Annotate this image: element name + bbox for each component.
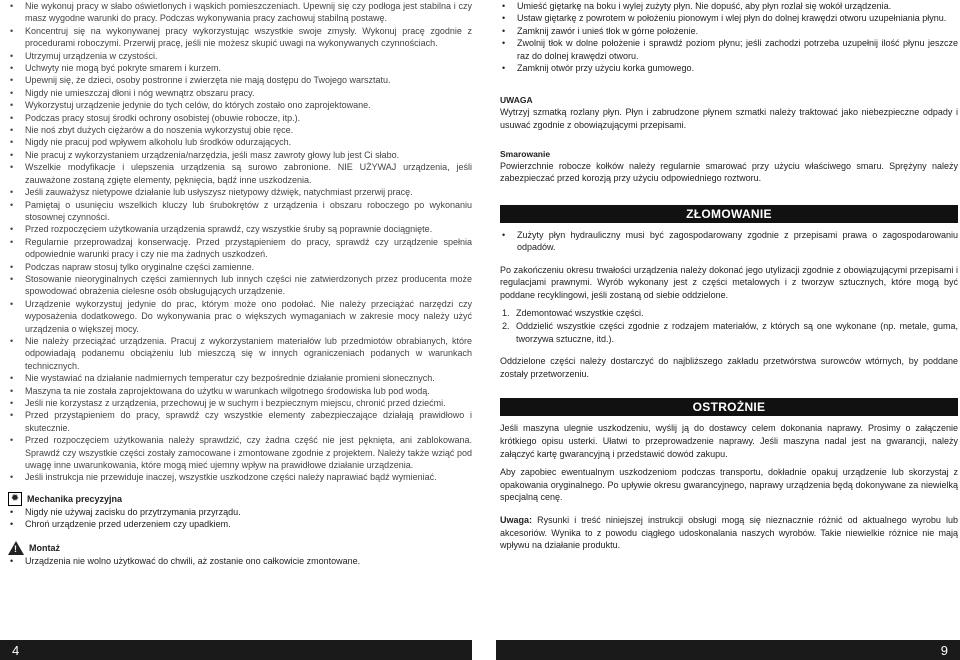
warning-icon: ! [8,541,24,555]
ostroznie-para-2: Aby zapobiec ewentualnym uszkodzeniom podczas transportu, dokładnie opakuj urządzenie lub skorzystaj z opakowania oryginalnego. Po upływie okresu gwarancyjnego, naprawy urządzenia będą dokonywane za niewielką specjalną cenę. [500,467,958,503]
list-item: • Nie wykonuj pracy w słabo oświetlonych i wąskich pomieszczeniach. Upewnij się czy podłoga jest stabilna i czy masz wygodne warunki do pracy. Podczas wykonywania pracy zachowuj stabilną postawę. [8,0,472,25]
list-item: • Zwolnij tłok w dolne położenie i sprawdź poziom płynu; jeśli zachodzi potrzeba uzupełnij ilość płynu jeszcze raz do dolnej krawędzi otworu. [500,37,958,62]
smarowanie-text: Powierzchnie robocze kołków należy regularnie smarować przy użyciu właściwego smaru. Sprężyny należy zabezpieczać przed korozją przy użyciu odpowiedniego roztworu. [500,160,958,184]
list-item: • Wszelkie modyfikacje i ulepszenia urządzenia są surowo zabronione. NIE UŻYWAJ urządzenia, jeśli zauważone zostaną zgięte elementy, pęknięcia, bądź inne uszkodzenia. [8,161,472,186]
list-item: • Utrzymuj urządzenia w czystości. [8,50,472,62]
left-page [0,0,472,567]
list-item: • Chroń urządzenie przed uderzeniem czy upadkiem. [8,518,472,530]
list-item: • Zamknij zawór i unieś tłok w górne położenie. [500,25,958,37]
zlomowanie-para: Po zakończeniu okresu trwałości urządzenia należy dokonać jego utylizacji zgodnie z obowiązującymi przepisami i regulacjami prawnymi. Wyrób wykonany jest z części metalowych i z tworzyw sztucznych, które mogą być poddane recyklingowi, jeśli zostaną od siebie oddzielone. [500,264,958,300]
list-item: • Wykorzystuj urządzenie jedynie do tych celów, do których zostało ono zaprojektowane. [8,99,472,111]
smarowanie-heading: Smarowanie [500,148,551,159]
list-item: • Urządzenie wykorzystuj jedynie do prac, którym może ono podołać. Nie należy przeciążać narzędzi czy wyposażenia dodatkowego. Do wykonywania prac o większych wymaganiach w zakresie mocy należy użyć urządzenia o większej mocy. [8,298,472,335]
list-item: • Nigdy nie umieszczaj dłoni i nóg wewnątrz obszaru pracy. [8,87,472,99]
list-item: • Zużyty płyn hydrauliczny musi być zagospodarowany zgodnie z przepisami prawa o zagospodarowaniu odpadów. [500,229,958,254]
list-item: • Pamiętaj o usunięciu wszelkich kluczy lub śrubokrętów z urządzenia i obszaru roboczego po wykonaniu stosownej czynności. [8,199,472,224]
zlomowanie-para-2: Oddzielone części należy dostarczyć do najbliższego zakładu przetwórstwa surowców wtórnych, by poddane zostały przetworzeniu. [500,356,958,379]
list-item: • Przed przystąpieniem do pracy, sprawdź czy wszystkie elementy zabezpieczające działają prawidłowo i skutecznie. [8,409,472,434]
right-page [496,0,958,552]
note-text: Rysunki i treść niniejszej instrukcji obsługi mogą się nieznacznie różnić od aktualnego wyrobu lub akcesoriów. Wynika to z powodu ciągłego udoskonalania naszych wyrobów. Takie niewielkie różnice nie mają wpływu na działanie produktu. [500,514,958,551]
ostroznie-para: Jeśli maszyna ulegnie uszkodzeniu, wyślij ją do dostawcy celem dokonania naprawy. Prosimy o załączenie krótkiego opisu usterki. Ułatwi to przeprowadzenie naprawy. Jeśli maszyna nadal jest na gwarancji, należy załączyć kartę gwarancyjną i przedstawić dowód zakupu. [500,423,958,459]
list-item: • Maszyna ta nie została zaprojektowana do użytku w warunkach wilgotnego środowiska lub pod wodą. [8,385,472,397]
list-item: • Zamknij otwór przy użyciu korka gumowego. [500,62,958,74]
safety-list [8,0,472,484]
list-item: • Umieść giętarkę na boku i wylej zużyty płyn. Nie dopuść, aby płyn rozlał się wokół urządzenia. [500,0,958,12]
list-item: • Przed rozpoczęciem użytkowania urządzenia sprawdź, czy wszystkie śruby są poprawnie dociągnięte. [8,223,472,235]
montaz-title: Montaż [29,542,60,553]
list-item: • Ustaw giętarkę z powrotem w położeniu pionowym i wlej płyn do dolnej krawędzi otworu uzupełniania płynu. [500,12,958,24]
list-item: • Podczas pracy stosuj środki ochrony osobistej (obuwie robocze, itp.). [8,112,472,124]
zlomowanie-steps [500,307,958,345]
mechanika-heading [8,492,472,506]
page-number-left [0,640,472,660]
list-item: • Nigdy nie używaj zacisku do przytrzymania przyrządu. [8,506,472,518]
list-item: • Regularnie przeprowadzaj konserwację. Przed przystąpieniem do pracy, sprawdź czy urządzenie spełnia odpowiednie warunki pracy i czy nie ma żadnych uszkodzeń. [8,236,472,261]
list-item: • Stosowanie nieoryginalnych części zamiennych lub innych części nie zatwierdzonych przez producenta może spowodować obrażenia cielesne osób obsługujących urządzenie. [8,273,472,298]
montaz-heading [8,541,472,555]
list-item: • Podczas napraw stosuj tylko oryginalne części zamienne. [8,261,472,273]
mechanika-list [8,506,472,531]
zlomowanie-banner: ZŁOMOWANIE [500,205,958,223]
list-item: • Nigdy nie pracuj pod wpływem alkoholu lub środków odurzających. [8,136,472,148]
list-item: • Jeśli nie korzystasz z urządzenia, przechowuj je w suchym i bezpiecznym miejscu, chronić przed dziećmi. [8,397,472,409]
montaz-list [8,555,472,567]
gear-icon: ✹ [8,492,22,506]
uwaga-heading: UWAGA [500,95,533,106]
list-item: • Jeśli instrukcja nie przewiduje inaczej, wszystkie uszkodzone części należy naprawiać bądź wymieniać. [8,471,472,483]
note-label: Uwaga: [500,514,533,525]
mechanika-title: Mechanika precyzyjna [27,493,123,504]
list-item: • Przed rozpoczęciem użytkowania należy sprawdzić, czy żadna część nie jest pęknięta, ani zablokowana. Sprawdź czy wszystkie części zostały zamocowane i zmontowane zgodnie z projektem. Należy także wziąć pod uwagę inne uwarunkowania, które mogą mieć ujemny wpływ na prawidłowe działanie urządzenia. [8,434,472,471]
list-item: • Nie pracuj z wykorzystaniem urządzenia/narzędzia, jeśli masz zawroty głowy lub jest Ci słabo. [8,149,472,161]
list-item: • Nie noś zbyt dużych ciężarów a do noszenia wykorzystuj obie ręce. [8,124,472,136]
ostroznie-note [500,514,958,552]
page-number-right [496,640,960,660]
uwaga-text: Wytrzyj szmatką rozlany płyn. Płyn i zabrudzone płynem szmatki należy traktować jako niebezpieczne odpady i usuwać zgodnie z obowiązującymi przepisami. [500,107,958,131]
page-number: 9 [940,642,948,658]
fluid-steps-list [500,0,958,74]
numbered-item: 1. Zdemontować wszystkie części. [502,308,644,319]
list-item: • Nie należy przeciążać urządzenia. Pracuj z wykorzystaniem materiałów lub przedmiotów obrabianych, które odpowiadają podanemu obciążeniu lub mieszczą się w innych ograniczeniach podanych w warunkach technicznych. [8,335,472,372]
list-item: • Urządzenia nie wolno użytkować do chwili, aż zostanie ono całkowicie zmontowane. [8,555,472,567]
page-number: 4 [12,642,20,658]
list-item: • Nie wystawiać na działanie nadmiernych temperatur czy bezpośrednie działanie promieni słonecznych. [8,372,472,384]
numbered-item: 2. Oddzielić wszystkie części zgodnie z rodzajem materiałów, z których są one wykonane (np. metale, guma, tworzywa sztuczne, itd.). [502,321,958,344]
ostroznie-banner: OSTROŻNIE [500,398,958,416]
zlomowanie-list [500,229,958,254]
list-item: • Uchwyty nie mogą być pokryte smarem i kurzem. [8,62,472,74]
list-item: • Jeśli zauważysz nietypowe działanie lub usłyszysz nietypowy dźwięk, natychmiast przerwij pracę. [8,186,472,198]
list-item: • Upewnij się, że dzieci, osoby postronne i zwierzęta nie mają dostępu do Twojego warsztatu. [8,74,472,86]
list-item: • Koncentruj się na wykonywanej pracy wykorzystując wszystkie swoje zmysły. Wykonuj pracę zgodnie z procedurami roboczymi. Przerwij pracę, jeśli nie możesz skupić uwagi na wykonywanych czynnościach. [8,25,472,50]
